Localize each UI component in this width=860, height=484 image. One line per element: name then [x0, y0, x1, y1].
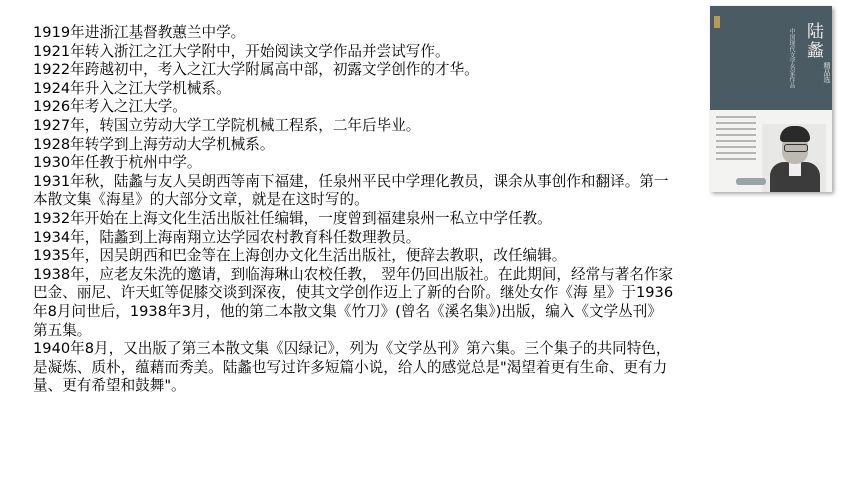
publisher-badge-icon: [736, 178, 766, 185]
bio-line: 第五集。: [33, 321, 92, 339]
book-cover-band: [710, 6, 832, 110]
bio-line: 1924年升入之江大学机械系。: [33, 79, 231, 97]
bio-line: 1921年转入浙江之江大学附中，开始阅读文学作品并尝试写作。: [33, 42, 450, 60]
bio-line: 1928年转学到上海劳动大学机械系。: [33, 135, 275, 153]
book-blurb-lines: [716, 116, 756, 164]
bio-line: 1926年考入之江大学。: [33, 98, 187, 116]
author-portrait: [762, 124, 826, 192]
bio-line: 1930年任教于杭州中学。: [33, 154, 202, 172]
book-cover-image: [710, 6, 832, 192]
bio-line: 本散文集《海星》的大部分文章，就是在这时写的。: [33, 191, 369, 209]
bio-line: 1919年进浙江基督教蕙兰中学。: [33, 24, 246, 41]
bio-line: 1935年，因吴朗西和巴金等在上海创办文化生活出版社，便辞去教职，改任编辑。: [33, 247, 567, 265]
bio-line: 1934年，陆蠡到上海南翔立达学园农村教育科任数理教员。: [33, 228, 421, 246]
book-subtitle: 精品选: [823, 62, 831, 83]
bio-line: 量、更有希望和鼓舞"。: [33, 377, 186, 395]
bio-line: 1927年，转国立劳动大学工学院机械工程系，二年后毕业。: [33, 116, 421, 134]
bio-line: 巴金、丽尼、许天虹等促膝交谈到深夜，使其文学创作迈上了新的台阶。继处女作《海 星》于1936: [33, 284, 674, 302]
bio-line: 1938年，应老友朱洗的邀请，到临海琳山农校任教， 翌年仍回出版社。在此期间，经常与著名作家: [33, 265, 674, 283]
bio-line: 1931年秋，陆蠡与友人吴朗西等南下福建，任泉州平民中学理化教员，课余从事创作和翻译。第一: [33, 172, 669, 190]
bio-line: 年8月问世后，1938年3月，他的第二本散文集《竹刀》(曾名《溪名集》)出版，编入《文学丛刊》: [33, 302, 662, 320]
book-series: 中国现代文学名家作品: [788, 28, 795, 88]
publisher-logo-icon: [714, 16, 720, 28]
bio-line: 1922年跨越初中，考入之江大学附属高中部，初露文学创作的才华。: [33, 61, 479, 79]
bio-line: 1940年8月，又出版了第三本散文集《囚绿记》，列为《文学丛刊》第六集。三个集子的共同特色，: [33, 340, 671, 358]
bio-line: 1932年开始在上海文化生活出版社任编辑，一度曾到福建泉州一私立中学任教。: [33, 209, 552, 227]
book-title: 陆蠡: [803, 22, 823, 60]
biography-text: [33, 24, 823, 396]
bio-line: 是凝炼、质朴，蕴藉而秀美。陆蠡也写过许多短篇小说，给人的感觉总是"渴望着更有生命、更有力: [33, 358, 668, 376]
